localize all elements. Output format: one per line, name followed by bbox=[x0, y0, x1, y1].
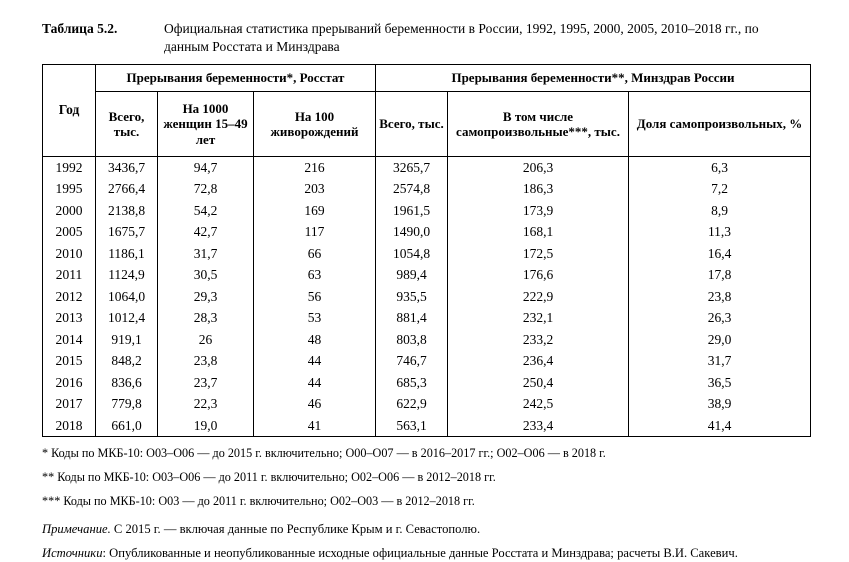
group-header-minzdrav: Прерывания беременности**, Минздрав России bbox=[376, 64, 811, 91]
cell-share-spontaneous: 7,2 bbox=[629, 178, 811, 200]
cell-year: 1995 bbox=[43, 178, 96, 200]
table-row bbox=[43, 307, 811, 329]
table-body bbox=[43, 156, 811, 437]
cell-per-1000-women: 19,0 bbox=[158, 415, 254, 437]
cell-per-100-births: 53 bbox=[254, 307, 376, 329]
cell-spontaneous: 172,5 bbox=[448, 243, 629, 265]
cell-total-minzdrav: 1961,5 bbox=[376, 200, 448, 222]
cell-share-spontaneous: 23,8 bbox=[629, 286, 811, 308]
cell-spontaneous: 206,3 bbox=[448, 156, 629, 178]
column-header-total-minzdrav: Всего, тыс. bbox=[376, 91, 448, 156]
cell-per-1000-women: 30,5 bbox=[158, 264, 254, 286]
cell-year: 2013 bbox=[43, 307, 96, 329]
table-row bbox=[43, 286, 811, 308]
cell-per-100-births: 44 bbox=[254, 372, 376, 394]
cell-per-1000-women: 22,3 bbox=[158, 393, 254, 415]
cell-year: 2016 bbox=[43, 372, 96, 394]
cell-total-minzdrav: 746,7 bbox=[376, 350, 448, 372]
cell-year: 2010 bbox=[43, 243, 96, 265]
cell-total-rosstat: 3436,7 bbox=[96, 156, 158, 178]
cell-year: 2012 bbox=[43, 286, 96, 308]
cell-total-minzdrav: 989,4 bbox=[376, 264, 448, 286]
cell-spontaneous: 186,3 bbox=[448, 178, 629, 200]
table-row bbox=[43, 329, 811, 351]
cell-total-minzdrav: 881,4 bbox=[376, 307, 448, 329]
sources-label: Источники bbox=[42, 546, 103, 561]
table-row bbox=[43, 178, 811, 200]
cell-total-rosstat: 919,1 bbox=[96, 329, 158, 351]
cell-spontaneous: 168,1 bbox=[448, 221, 629, 243]
table-row bbox=[43, 393, 811, 415]
cell-year: 2005 bbox=[43, 221, 96, 243]
cell-year: 2011 bbox=[43, 264, 96, 286]
cell-spontaneous: 233,4 bbox=[448, 415, 629, 437]
cell-spontaneous: 176,6 bbox=[448, 264, 629, 286]
cell-share-spontaneous: 36,5 bbox=[629, 372, 811, 394]
column-header-year: Год bbox=[43, 64, 96, 156]
cell-total-rosstat: 2766,4 bbox=[96, 178, 158, 200]
cell-total-rosstat: 1012,4 bbox=[96, 307, 158, 329]
cell-year: 2014 bbox=[43, 329, 96, 351]
cell-year: 2017 bbox=[43, 393, 96, 415]
cell-spontaneous: 233,2 bbox=[448, 329, 629, 351]
cell-total-rosstat: 1186,1 bbox=[96, 243, 158, 265]
cell-per-1000-women: 94,7 bbox=[158, 156, 254, 178]
cell-share-spontaneous: 29,0 bbox=[629, 329, 811, 351]
table-title-text: Официальная статистика прерываний беременности в России, 1992, 1995, 2000, 2005, 2010–2018 гг., по данным Росстата и Минздрава bbox=[164, 21, 759, 54]
cell-per-100-births: 117 bbox=[254, 221, 376, 243]
table-row bbox=[43, 221, 811, 243]
cell-share-spontaneous: 6,3 bbox=[629, 156, 811, 178]
header-sub-row bbox=[43, 91, 811, 156]
cell-per-100-births: 41 bbox=[254, 415, 376, 437]
column-header-per-1000-women: На 1000 женщин 15–49 лет bbox=[158, 91, 254, 156]
cell-share-spontaneous: 31,7 bbox=[629, 350, 811, 372]
column-header-spontaneous: В том числе самопроизвольные***, тыс. bbox=[448, 91, 629, 156]
cell-per-1000-women: 54,2 bbox=[158, 200, 254, 222]
cell-per-100-births: 203 bbox=[254, 178, 376, 200]
cell-per-100-births: 216 bbox=[254, 156, 376, 178]
cell-year: 2000 bbox=[43, 200, 96, 222]
cell-per-100-births: 44 bbox=[254, 350, 376, 372]
table-row bbox=[43, 415, 811, 437]
cell-per-100-births: 63 bbox=[254, 264, 376, 286]
cell-spontaneous: 222,9 bbox=[448, 286, 629, 308]
group-header-rosstat: Прерывания беременности*, Росстат bbox=[96, 64, 376, 91]
cell-per-100-births: 169 bbox=[254, 200, 376, 222]
header-group-row bbox=[43, 64, 811, 91]
cell-total-minzdrav: 1490,0 bbox=[376, 221, 448, 243]
cell-per-1000-women: 26 bbox=[158, 329, 254, 351]
column-header-per-100-births: На 100 живорождений bbox=[254, 91, 376, 156]
footnote-double-asterisk: ** Коды по МКБ-10: O03–O06 — до 2011 г. включительно; O02–O06 — в 2012–2018 гг. bbox=[42, 470, 496, 485]
footnotes-block bbox=[42, 446, 817, 508]
cell-per-100-births: 48 bbox=[254, 329, 376, 351]
sources-line bbox=[42, 545, 817, 561]
cell-total-rosstat: 836,6 bbox=[96, 372, 158, 394]
cell-total-minzdrav: 622,9 bbox=[376, 393, 448, 415]
cell-total-rosstat: 779,8 bbox=[96, 393, 158, 415]
footnote-single-asterisk: * Коды по МКБ-10: O03–O06 — до 2015 г. включительно; O00–O07 — в 2016–2017 гг.; O02–O06 — в 2018 г. bbox=[42, 446, 606, 461]
table-row bbox=[43, 264, 811, 286]
cell-share-spontaneous: 11,3 bbox=[629, 221, 811, 243]
cell-total-minzdrav: 3265,7 bbox=[376, 156, 448, 178]
cell-per-1000-women: 23,8 bbox=[158, 350, 254, 372]
table-row bbox=[43, 350, 811, 372]
cell-total-rosstat: 1675,7 bbox=[96, 221, 158, 243]
cell-year: 2018 bbox=[43, 415, 96, 437]
table-row bbox=[43, 372, 811, 394]
cell-total-rosstat: 1124,9 bbox=[96, 264, 158, 286]
cell-year: 2015 bbox=[43, 350, 96, 372]
cell-total-minzdrav: 1054,8 bbox=[376, 243, 448, 265]
cell-per-100-births: 46 bbox=[254, 393, 376, 415]
note-line bbox=[42, 521, 817, 537]
cell-total-minzdrav: 935,5 bbox=[376, 286, 448, 308]
table-number-label: Таблица 5.2. bbox=[42, 21, 118, 36]
table-header bbox=[43, 64, 811, 156]
cell-total-rosstat: 661,0 bbox=[96, 415, 158, 437]
table-row bbox=[43, 156, 811, 178]
cell-per-1000-women: 72,8 bbox=[158, 178, 254, 200]
note-text: С 2015 г. — включая данные по Республике Крым и г. Севастополю. bbox=[110, 522, 481, 537]
cell-spontaneous: 232,1 bbox=[448, 307, 629, 329]
cell-per-100-births: 66 bbox=[254, 243, 376, 265]
cell-per-1000-women: 31,7 bbox=[158, 243, 254, 265]
table-caption bbox=[42, 20, 817, 56]
note-label: Примечание. bbox=[42, 522, 111, 537]
statistics-table bbox=[42, 64, 811, 438]
cell-spontaneous: 173,9 bbox=[448, 200, 629, 222]
cell-total-minzdrav: 563,1 bbox=[376, 415, 448, 437]
cell-spontaneous: 236,4 bbox=[448, 350, 629, 372]
cell-share-spontaneous: 38,9 bbox=[629, 393, 811, 415]
cell-total-minzdrav: 2574,8 bbox=[376, 178, 448, 200]
cell-spontaneous: 242,5 bbox=[448, 393, 629, 415]
cell-per-1000-women: 29,3 bbox=[158, 286, 254, 308]
cell-share-spontaneous: 26,3 bbox=[629, 307, 811, 329]
table-row bbox=[43, 200, 811, 222]
cell-total-minzdrav: 685,3 bbox=[376, 372, 448, 394]
cell-year: 1992 bbox=[43, 156, 96, 178]
cell-total-rosstat: 2138,8 bbox=[96, 200, 158, 222]
column-header-total-rosstat: Всего, тыс. bbox=[96, 91, 158, 156]
cell-per-1000-women: 23,7 bbox=[158, 372, 254, 394]
cell-share-spontaneous: 16,4 bbox=[629, 243, 811, 265]
cell-per-1000-women: 42,7 bbox=[158, 221, 254, 243]
cell-per-1000-women: 28,3 bbox=[158, 307, 254, 329]
cell-per-100-births: 56 bbox=[254, 286, 376, 308]
column-header-share-spontaneous: Доля самопроизвольных, % bbox=[629, 91, 811, 156]
notes-and-sources bbox=[42, 521, 817, 561]
cell-total-minzdrav: 803,8 bbox=[376, 329, 448, 351]
cell-spontaneous: 250,4 bbox=[448, 372, 629, 394]
footnote-triple-asterisk: *** Коды по МКБ-10: O03 — до 2011 г. включительно; O02–O03 — в 2012–2018 гг. bbox=[42, 493, 475, 508]
cell-total-rosstat: 1064,0 bbox=[96, 286, 158, 308]
cell-share-spontaneous: 41,4 bbox=[629, 415, 811, 437]
cell-share-spontaneous: 17,8 bbox=[629, 264, 811, 286]
cell-total-rosstat: 848,2 bbox=[96, 350, 158, 372]
table-row bbox=[43, 243, 811, 265]
sources-text: : Опубликованные и неопубликованные исходные официальные данные Росстата и Минздрава; расчеты В.И. Сакевич. bbox=[102, 546, 738, 561]
cell-share-spontaneous: 8,9 bbox=[629, 200, 811, 222]
